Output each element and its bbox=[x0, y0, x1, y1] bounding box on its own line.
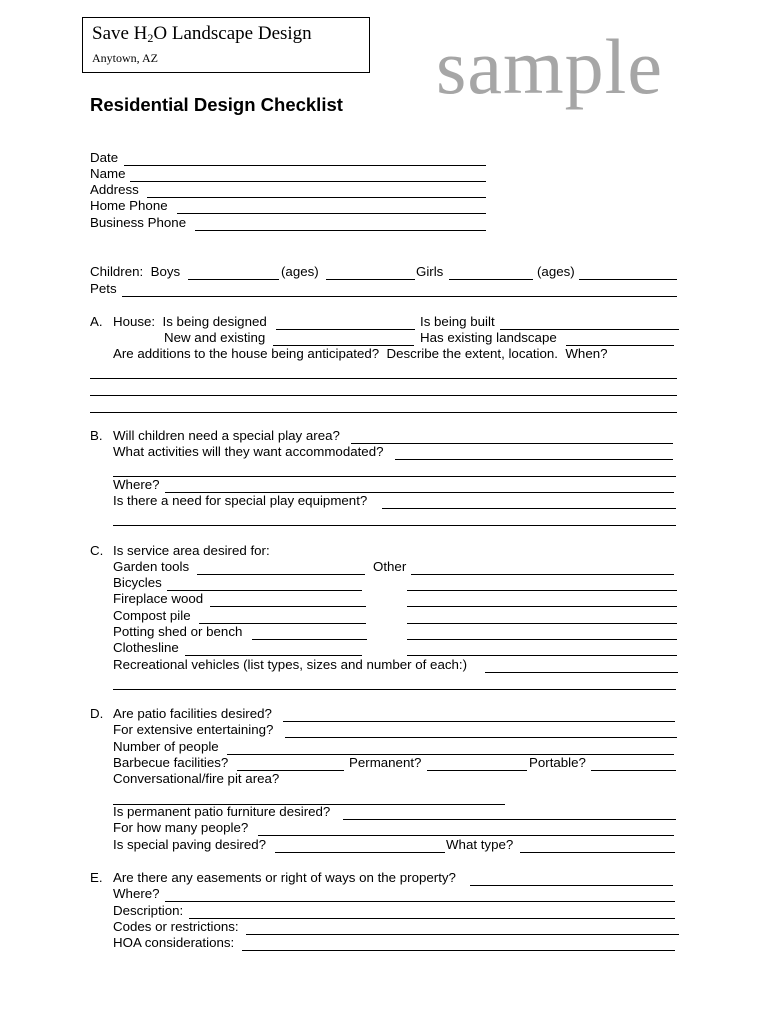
name-label: Name bbox=[90, 166, 126, 181]
other-field-4[interactable] bbox=[407, 608, 677, 624]
barbecue-field[interactable] bbox=[237, 755, 344, 771]
section-a-letter: A. bbox=[90, 314, 103, 329]
where-play-label: Where? bbox=[113, 477, 160, 492]
page-title: Residential Design Checklist bbox=[90, 94, 343, 115]
what-type-field[interactable] bbox=[520, 837, 675, 853]
other-field-5[interactable] bbox=[407, 624, 677, 640]
address-label: Address bbox=[90, 182, 139, 197]
girls-ages-field[interactable] bbox=[579, 264, 677, 280]
section-b-letter: B. bbox=[90, 428, 103, 443]
house-designed-label: House: Is being designed bbox=[113, 314, 267, 329]
hoa-field[interactable] bbox=[242, 935, 675, 951]
how-many-question: For how many people? bbox=[113, 820, 249, 835]
equipment-field-2[interactable] bbox=[113, 510, 676, 526]
codes-field[interactable] bbox=[246, 919, 679, 935]
people-field[interactable] bbox=[227, 739, 674, 755]
potting-shed-label: Potting shed or bench bbox=[113, 624, 243, 639]
where-easements-label: Where? bbox=[113, 886, 160, 901]
play-area-field[interactable] bbox=[351, 428, 673, 444]
rec-vehicles-label: Recreational vehicles (list types, sizes and number of each:) bbox=[113, 657, 468, 672]
sample-watermark: sample bbox=[436, 23, 663, 110]
home-phone-field[interactable] bbox=[177, 198, 486, 214]
fireplace-wood-field[interactable] bbox=[210, 591, 366, 607]
patio-question: Are patio facilities desired? bbox=[113, 706, 272, 721]
fireplace-wood-label: Fireplace wood bbox=[113, 591, 204, 606]
section-c-letter: C. bbox=[90, 543, 104, 558]
rec-vehicles-field[interactable] bbox=[485, 657, 678, 673]
garden-tools-label: Garden tools bbox=[113, 559, 190, 574]
existing-landscape-field[interactable] bbox=[566, 330, 674, 346]
date-label: Date bbox=[90, 150, 119, 165]
what-type-label: What type? bbox=[446, 837, 514, 852]
portable-field[interactable] bbox=[591, 755, 676, 771]
equipment-question: Is there a need for special play equipment? bbox=[113, 493, 368, 508]
clothesline-field[interactable] bbox=[185, 640, 362, 656]
new-existing-field[interactable] bbox=[273, 330, 414, 346]
date-field[interactable] bbox=[124, 150, 486, 166]
permanent-field[interactable] bbox=[427, 755, 527, 771]
easements-question: Are there any easements or right of ways on the property? bbox=[113, 870, 456, 885]
clothesline-label: Clothesline bbox=[113, 640, 179, 655]
entertaining-field[interactable] bbox=[285, 722, 677, 738]
girls-field[interactable] bbox=[449, 264, 533, 280]
compost-pile-field[interactable] bbox=[199, 608, 366, 624]
compost-pile-label: Compost pile bbox=[113, 608, 191, 623]
house-built-field[interactable] bbox=[500, 314, 679, 330]
boys-ages-label: (ages) bbox=[281, 264, 319, 279]
activities-field-2[interactable] bbox=[113, 461, 676, 477]
fire-pit-question: Conversational/fire pit area? bbox=[113, 771, 280, 786]
additions-question: Are additions to the house being anticipated? Describe the extent, location. When? bbox=[113, 346, 608, 361]
business-phone-label: Business Phone bbox=[90, 215, 187, 230]
additions-field-3[interactable] bbox=[90, 397, 677, 413]
bicycles-field[interactable] bbox=[167, 575, 362, 591]
garden-tools-field[interactable] bbox=[197, 559, 365, 575]
equipment-field[interactable] bbox=[382, 493, 676, 509]
paving-question: Is special paving desired? bbox=[113, 837, 267, 852]
company-location: Anytown, AZ bbox=[92, 51, 158, 65]
fire-pit-field[interactable] bbox=[113, 789, 505, 805]
other-field-1[interactable] bbox=[411, 559, 674, 575]
girls-ages-label: (ages) bbox=[537, 264, 575, 279]
name-field[interactable] bbox=[130, 166, 486, 182]
address-field[interactable] bbox=[147, 182, 486, 198]
business-phone-field[interactable] bbox=[195, 215, 486, 231]
additions-field-1[interactable] bbox=[90, 363, 677, 379]
pets-field[interactable] bbox=[122, 281, 677, 297]
potting-shed-field[interactable] bbox=[252, 624, 367, 640]
additions-field-2[interactable] bbox=[90, 380, 677, 396]
other-field-2[interactable] bbox=[407, 575, 677, 591]
other-label: Other bbox=[373, 559, 407, 574]
play-area-question: Will children need a special play area? bbox=[113, 428, 340, 443]
hoa-label: HOA considerations: bbox=[113, 935, 235, 950]
easements-field[interactable] bbox=[470, 870, 673, 886]
other-field-3[interactable] bbox=[407, 591, 677, 607]
entertaining-question: For extensive entertaining? bbox=[113, 722, 274, 737]
girls-label: Girls bbox=[416, 264, 444, 279]
section-d-letter: D. bbox=[90, 706, 104, 721]
house-built-label: Is being built bbox=[420, 314, 495, 329]
codes-label: Codes or restrictions: bbox=[113, 919, 239, 934]
boys-field[interactable] bbox=[188, 264, 279, 280]
pets-label: Pets bbox=[90, 281, 117, 296]
patio-field[interactable] bbox=[283, 706, 675, 722]
description-label: Description: bbox=[113, 903, 184, 918]
barbecue-question: Barbecue facilities? bbox=[113, 755, 229, 770]
activities-field[interactable] bbox=[395, 444, 673, 460]
existing-landscape-label: Has existing landscape bbox=[420, 330, 557, 345]
people-label: Number of people bbox=[113, 739, 219, 754]
furniture-field[interactable] bbox=[343, 804, 676, 820]
activities-question: What activities will they want accommodated? bbox=[113, 444, 384, 459]
other-field-6[interactable] bbox=[407, 640, 677, 656]
new-existing-label: New and existing bbox=[164, 330, 266, 345]
furniture-question: Is permanent patio furniture desired? bbox=[113, 804, 331, 819]
service-area-question: Is service area desired for: bbox=[113, 543, 270, 558]
company-box bbox=[82, 17, 370, 73]
company-name: Save $H_2O$ Landscape Design bbox=[92, 23, 312, 45]
bicycles-label: Bicycles bbox=[113, 575, 162, 590]
where-play-field[interactable] bbox=[165, 477, 674, 493]
description-field[interactable] bbox=[189, 903, 675, 919]
permanent-label: Permanent? bbox=[349, 755, 422, 770]
where-easements-field[interactable] bbox=[165, 886, 675, 902]
home-phone-label: Home Phone bbox=[90, 198, 168, 213]
boys-ages-field[interactable] bbox=[326, 264, 415, 280]
rec-vehicles-field-2[interactable] bbox=[113, 674, 676, 690]
children-boys-label: Children: Boys bbox=[90, 264, 181, 279]
house-designed-field[interactable] bbox=[276, 314, 415, 330]
paving-field[interactable] bbox=[275, 837, 445, 853]
section-e-letter: E. bbox=[90, 870, 103, 885]
portable-label: Portable? bbox=[529, 755, 586, 770]
how-many-field[interactable] bbox=[258, 820, 674, 836]
